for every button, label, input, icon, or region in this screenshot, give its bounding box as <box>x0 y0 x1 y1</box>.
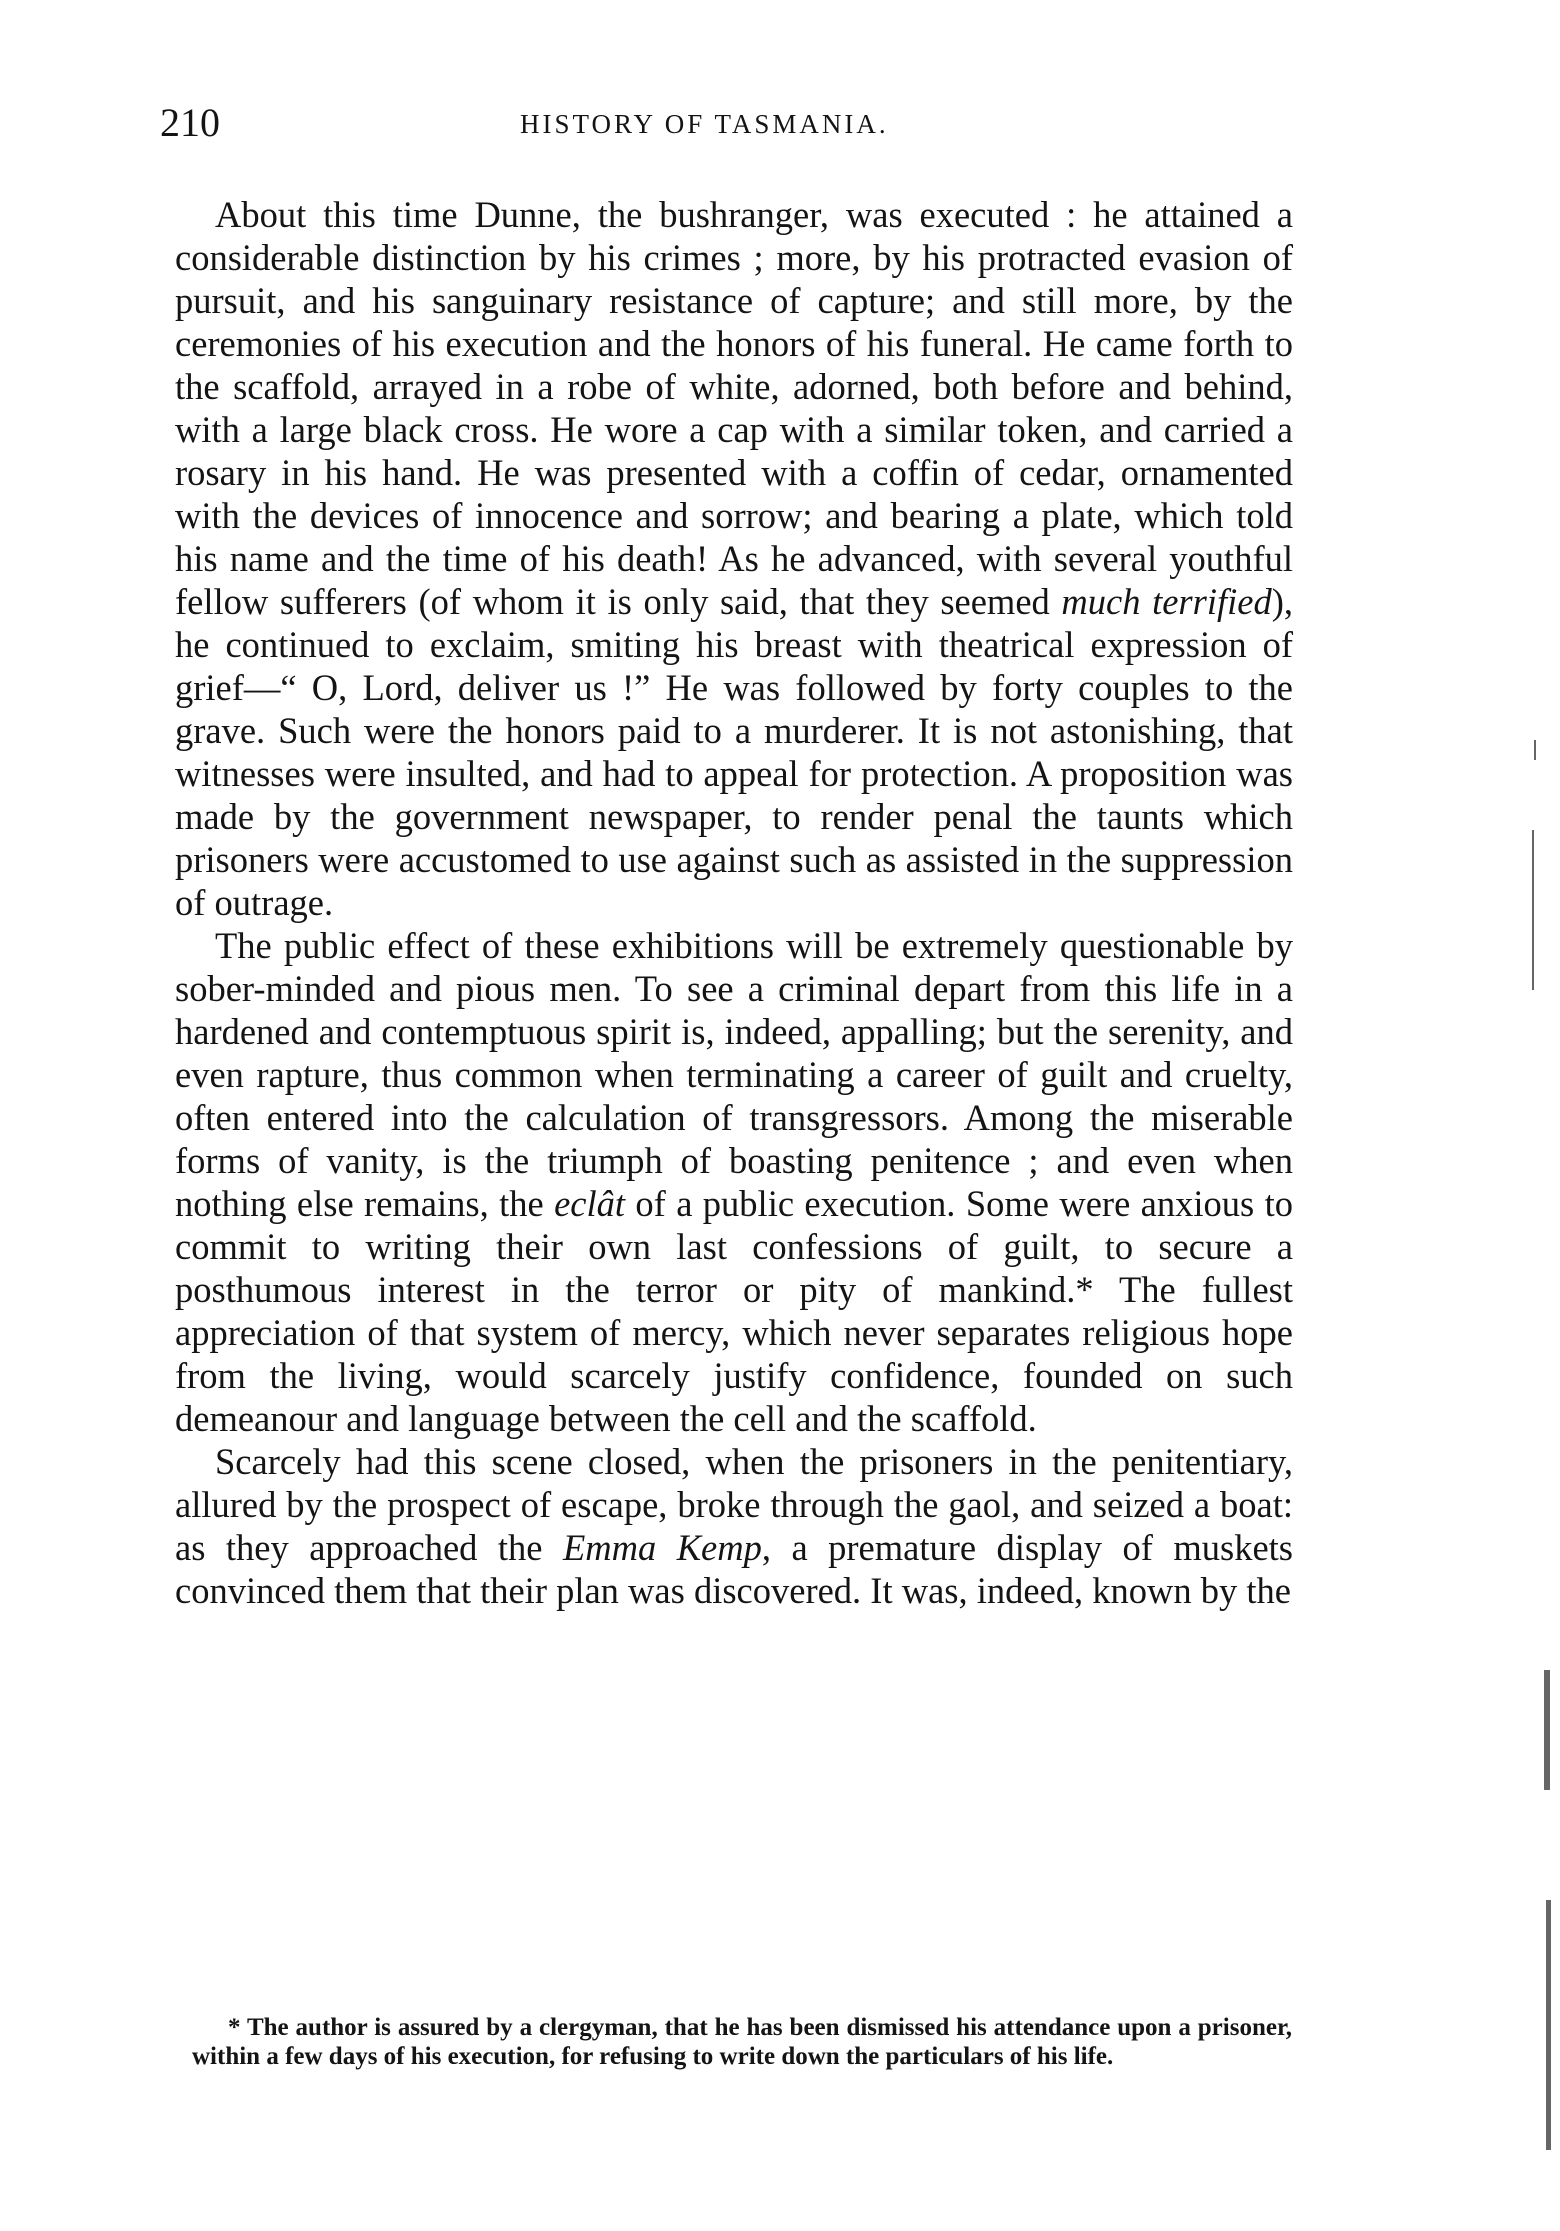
edge-mark <box>1544 1670 1550 1790</box>
footnote: * The author is assured by a clergyman, that he has been dismissed his attendance upon a prisoner, within a few days of his execution, for refusing to write down the particulars of his life. <box>192 2014 1292 2070</box>
paragraph-text: ), he continued to exclaim, smiting his breast with theatrical expression of grief—“ O, Lord, deliver us !” He was followed by forty couples to the grave. Such were the honors paid to a murderer. It is not astonishing, that witnesses were insulted, and had to appeal for protection. A proposition was made by the government newspaper, to render penal the taunts which prisoners were accustomed to use against such as assisted in the suppression of outrage. <box>175 581 1293 923</box>
page-number: 210 <box>160 100 220 145</box>
edge-mark <box>1546 1900 1551 2150</box>
italic-phrase: much terrified <box>1061 581 1272 622</box>
edge-mark <box>1532 830 1534 990</box>
paragraph-text: , a premature display of muskets convinced them that their plan was discovered. It was, indeed, known by the <box>175 1527 1293 1611</box>
paragraph-public-effect <box>175 924 1293 1440</box>
paragraph-text: of a public execution. Some were anxious to commit to writing their own last confessions of guilt, to secure a posthumous interest in the terror or pity of mankind.* The fullest appreciation of that system of mercy, which never separates religious hope from the living, would scarcely justify confidence, founded on such demeanour and language between the cell and the scaffold. <box>175 1183 1293 1439</box>
scan-edge-marks <box>1514 0 1554 2231</box>
edge-mark <box>1534 740 1536 760</box>
body-text <box>175 193 1293 1612</box>
paragraph-text: Scarcely had this scene closed, when the prisoners in the penitentiary, allured by the prospect of escape, broke through the gaol, and seized a boat: as they approached the <box>175 1441 1293 1568</box>
italic-word: eclât <box>554 1183 626 1224</box>
paragraph-text: The public effect of these exhibitions will be extremely questionable by sober-minded and pious men. To see a criminal depart from this life in a hardened and contemptuous spirit is, indeed, appalling; but the serenity, and even rapture, thus common when terminating a career of guilt and cruelty, often entered into the calculation of transgressors. Among the miserable forms of vanity, is the triumph of boasting penitence ; and even when nothing else remains, the <box>175 925 1293 1224</box>
footnote-block <box>192 2013 1292 2071</box>
ship-name: Emma Kemp <box>562 1527 762 1568</box>
paragraph-prison-escape <box>175 1440 1293 1612</box>
paragraph-dunne-execution <box>175 193 1293 924</box>
running-title: HISTORY OF TASMANIA. <box>520 109 889 139</box>
paragraph-text: About this time Dunne, the bushranger, was executed : he attained a considerable distinction by his crimes ; more, by his protracted evasion of pursuit, and his sanguinary resistance of capture; and still more, by the ceremonies of his execution and the honors of his funeral. He came forth to the scaffold, arrayed in a robe of white, adorned, both before and behind, with a large black cross. He wore a cap with a similar token, and carried a rosary in his hand. He was presented with a coffin of cedar, ornamented with the devices of innocence and sorrow; and bearing a plate, which told his name and the time of his death! As he advanced, with several youthful fellow sufferers (of whom it is only said, that they seemed <box>175 194 1293 622</box>
page-header <box>160 98 1300 148</box>
